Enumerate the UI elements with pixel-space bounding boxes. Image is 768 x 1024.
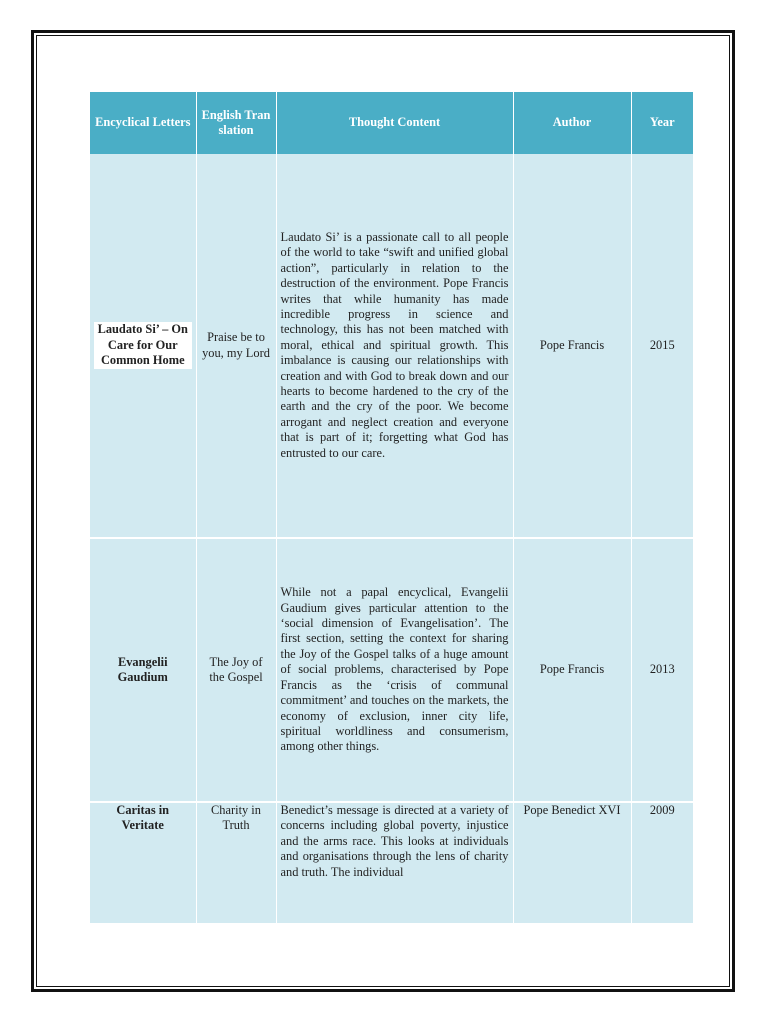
table-row xyxy=(90,802,693,923)
translation-cell: The Joy of the Gospel xyxy=(196,538,276,802)
header-encyclical-letters: Encyclical Letters xyxy=(90,92,196,154)
thought-content-cell: While not a papal encyclical, Evangelii Gaudium gives particular attention to the ‘social dimension of Evangelisation’. The first section, setting the context for sharing the Joy of the Gospel talks of a huge amount of social problems, characterised by Pope Francis as the ‘crisis of communal commitment’ and touches on the markets, the economy of exclusion, inner city life, spiritual worldliness and consumerism, among other things. xyxy=(276,538,513,802)
table-row xyxy=(90,538,693,802)
author-cell: Pope Francis xyxy=(513,538,631,802)
header-english-translation xyxy=(196,92,276,154)
encyclical-title: Laudato Si’ – On Care for Our Common Home xyxy=(94,322,192,368)
translation-cell: Praise be to you, my Lord xyxy=(196,154,276,538)
year-cell: 2009 xyxy=(631,802,693,923)
thought-content-cell: Laudato Si’ is a passionate call to all people of the world to take “swift and unified global action”, particularly in relation to the destruction of the environment. Pope Francis writes that while humanity has made incredible progress in science and technology, this has not been matched with moral, ethical and spiritual growth. This imbalance is causing our relationships with creation and with God to break down and our hearts to become hardened to the cry of the earth and the cry of the poor. We become arrogant and neglect creation and everyone that is part of it; forgetting what God has entrusted to our care. xyxy=(276,154,513,538)
year-cell: 2015 xyxy=(631,154,693,538)
translation-cell: Charity in Truth xyxy=(196,802,276,923)
header-year: Year xyxy=(631,92,693,154)
author-cell: Pope Benedict XVI xyxy=(513,802,631,923)
encyclical-title-cell xyxy=(90,154,196,538)
encyclicals-table xyxy=(90,92,693,923)
thought-content-cell xyxy=(276,802,513,923)
year-cell: 2013 xyxy=(631,538,693,802)
thought-content-text: Benedict’s message is directed at a variety of concerns including global poverty, injustice and the arms race. This looks at individuals and organisations through the lens of charity and truth. The individual xyxy=(280,803,509,879)
header-author: Author xyxy=(513,92,631,154)
header-english-translation-text: English Translation xyxy=(201,107,271,137)
author-cell: Pope Francis xyxy=(513,154,631,538)
header-thought-content: Thought Content xyxy=(276,92,513,154)
table-row xyxy=(90,154,693,538)
table-header-row xyxy=(90,92,693,154)
encyclical-title-cell: Caritas in Veritate xyxy=(90,802,196,923)
encyclical-title-cell: Evangelii Gaudium xyxy=(90,538,196,802)
